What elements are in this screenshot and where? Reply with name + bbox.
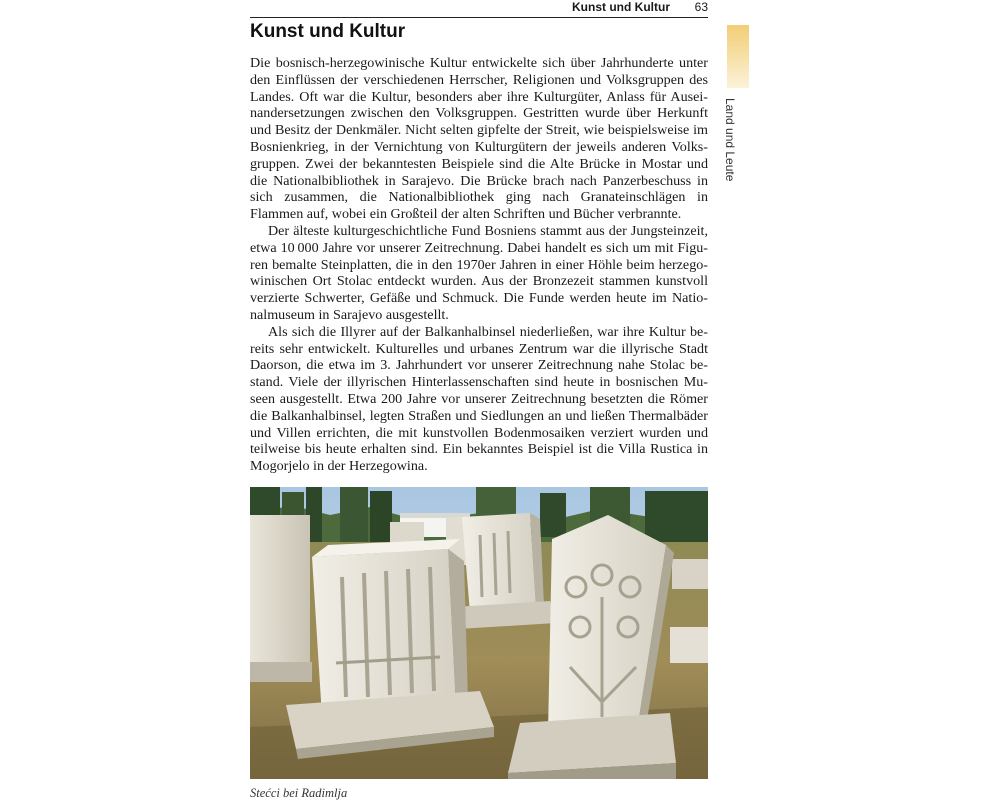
- chapter-side-label: Land und Leute: [723, 98, 737, 182]
- stecci-photo: [250, 487, 708, 779]
- page-number: 63: [694, 0, 708, 14]
- chapter-tab-marker: [727, 25, 749, 88]
- running-head-section: Kunst und Kultur: [572, 0, 670, 14]
- page-title: Kunst und Kultur: [250, 21, 406, 42]
- paragraph-2: Der älteste kulturgeschichtliche Fund Bosniens stammt aus der Jungsteinzeit, etwa 10 000 Jahre vor unserer Zeitrechnung. Dabei handelt es sich um mit Figuren bemalte Steinplatten, die in den 1970er Jahren in einer Höhle beim herzegowinischen Ort Stolac entdeckt wurden. Aus der Bronzezeit stammen kunstvoll verzierte Schwerter, Gefäße und Schmuck. Die Funde werden heute im Nationalmuseum in Sarajevo ausgestellt.: [250, 222, 708, 323]
- paragraph-3: Als sich die Illyrer auf der Balkanhalbinsel niederließen, war ihre Kultur bereits sehr entwickelt. Kulturelles und urbanes Zentrum war die illyrische Stadt Daorson, die etwa im 3. Jahrhundert vor unserer Zeitrechnung nahe Stolac bestand. Viele der illyrischen Hinterlassenschaften sind heute in bosnischen Museen ausgestellt. Etwa 200 Jahre vor unserer Zeitrechnung besetzten die Römer die Balkanhalbinsel, legten Straßen und Siedlungen an und ließen Thermalbäder und Villen errichten, die mit kunstvollen Bodenmosaiken verziert wurden und teilweise bis heute erhalten sind. Ein bekanntes Beispiel ist die Villa Rustica in Mogorjelo in der Herzegowina.: [250, 323, 708, 475]
- running-head: [250, 0, 708, 18]
- body-text: [250, 55, 708, 475]
- paragraph-1: Die bosnisch-herzegowinische Kultur entwickelte sich über Jahrhunderte unter den Einflüssen der verschiedenen Herrscher, Religionen und Volksgruppen des Landes. Oft war die Kultur, besonders aber ihre Kulturgüter, Anlass für Auseinandersetzungen zwischen den Volksgruppen. Gestritten wurde über Herkunft und Besitz der Denkmäler. Nicht selten gipfelte der Streit, wie beispielsweise im Bosnienkrieg, in der Vernichtung von Kulturgütern der jeweils anderen Volksgruppen. Zwei der bekanntesten Beispiele sind die Alte Brücke in Mostar und die Nationalbibliothek in Sarajevo. Die Brücke brach nach Panzerbeschuss in sich zusammen, die Nationalbibliothek ging nach Granateinschlägen in Flammen auf, wobei ein Großteil der alten Schriften und Bücher verbrannte.: [250, 55, 708, 223]
- photo-caption: Stećci bei Radimlja: [250, 786, 348, 800]
